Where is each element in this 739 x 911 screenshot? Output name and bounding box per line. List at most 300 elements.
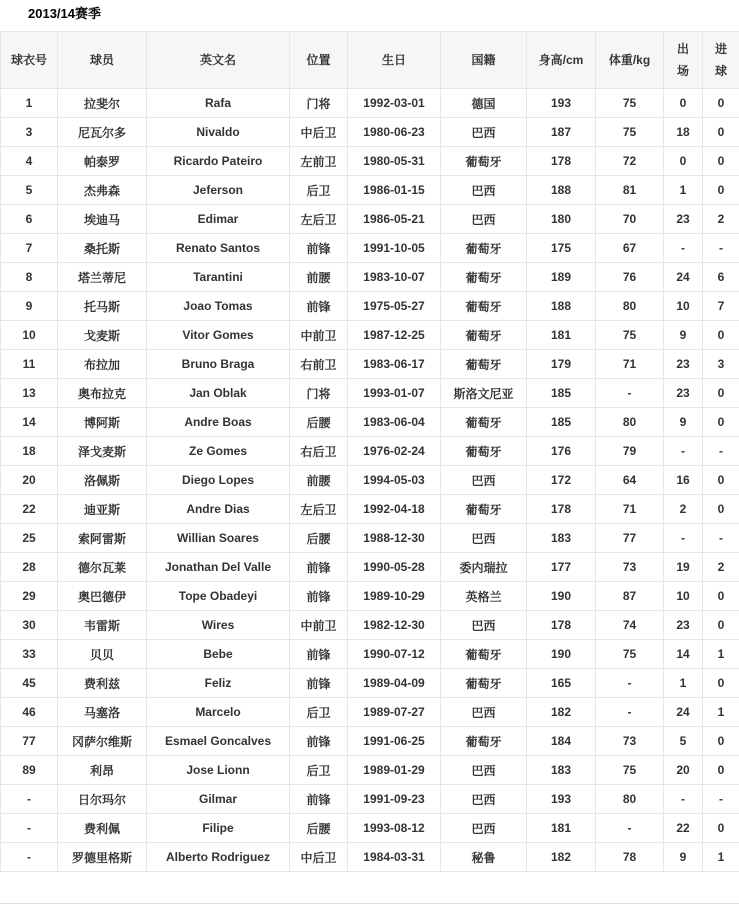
cell: 188 <box>527 176 596 205</box>
cell: 布拉加 <box>58 350 147 379</box>
cell: 索阿雷斯 <box>58 524 147 553</box>
cell: 46 <box>1 698 58 727</box>
cell: 前腰 <box>290 466 348 495</box>
cell: 拉斐尔 <box>58 89 147 118</box>
cell: 190 <box>527 582 596 611</box>
cell: 0 <box>703 756 739 785</box>
cell: 73 <box>596 553 664 582</box>
cell: 22 <box>1 495 58 524</box>
cell: 178 <box>527 495 596 524</box>
cell: - <box>664 437 703 466</box>
cell: 左后卫 <box>290 205 348 234</box>
cell: 182 <box>527 698 596 727</box>
cell: 0 <box>703 669 739 698</box>
cell: 奥巴德伊 <box>58 582 147 611</box>
cell: 巴西 <box>441 814 527 843</box>
cell: 0 <box>703 582 739 611</box>
cell: 委内瑞拉 <box>441 553 527 582</box>
column-header: 身高/cm <box>527 32 596 89</box>
cell: 葡萄牙 <box>441 350 527 379</box>
cell: 费利兹 <box>58 669 147 698</box>
bottom-divider <box>0 903 739 904</box>
cell: 1992-03-01 <box>348 89 441 118</box>
cell: 1983-06-04 <box>348 408 441 437</box>
cell: 1982-12-30 <box>348 611 441 640</box>
cell: 1989-01-29 <box>348 756 441 785</box>
cell: Vitor Gomes <box>147 321 290 350</box>
cell: 罗德里格斯 <box>58 843 147 872</box>
cell: 1 <box>703 640 739 669</box>
cell: 10 <box>1 321 58 350</box>
cell: 埃迪马 <box>58 205 147 234</box>
cell: 葡萄牙 <box>441 263 527 292</box>
cell: 1 <box>703 843 739 872</box>
cell: - <box>703 524 739 553</box>
cell: 中前卫 <box>290 611 348 640</box>
page-title: 2013/14赛季 <box>28 6 101 21</box>
cell: 9 <box>1 292 58 321</box>
cell: 189 <box>527 263 596 292</box>
cell: 前锋 <box>290 669 348 698</box>
cell: 175 <box>527 234 596 263</box>
cell: 67 <box>596 234 664 263</box>
cell: 81 <box>596 176 664 205</box>
cell: 1993-01-07 <box>348 379 441 408</box>
cell: 5 <box>1 176 58 205</box>
cell: 0 <box>703 176 739 205</box>
cell: Tope Obadeyi <box>147 582 290 611</box>
cell: 190 <box>527 640 596 669</box>
cell: 后卫 <box>290 176 348 205</box>
cell: 1983-10-07 <box>348 263 441 292</box>
cell: 1975-05-27 <box>348 292 441 321</box>
cell: - <box>1 785 58 814</box>
cell: 1980-06-23 <box>348 118 441 147</box>
table-row <box>1 669 739 698</box>
column-header: 英文名 <box>147 32 290 89</box>
cell: 184 <box>527 727 596 756</box>
cell: 韦雷斯 <box>58 611 147 640</box>
cell: 右前卫 <box>290 350 348 379</box>
cell: 1 <box>703 698 739 727</box>
cell: 门将 <box>290 379 348 408</box>
cell: 8 <box>1 263 58 292</box>
cell: 2 <box>703 205 739 234</box>
cell: 7 <box>703 292 739 321</box>
cell: 1986-05-21 <box>348 205 441 234</box>
cell: 0 <box>703 118 739 147</box>
cell: Marcelo <box>147 698 290 727</box>
cell: 洛佩斯 <box>58 466 147 495</box>
table-row <box>1 379 739 408</box>
cell: 中后卫 <box>290 843 348 872</box>
table-row <box>1 524 739 553</box>
cell: 6 <box>1 205 58 234</box>
squad-table <box>0 31 739 872</box>
cell: 1990-05-28 <box>348 553 441 582</box>
cell: 3 <box>1 118 58 147</box>
cell: 178 <box>527 147 596 176</box>
cell: 迪亚斯 <box>58 495 147 524</box>
cell: 塔兰蒂尼 <box>58 263 147 292</box>
cell: 1984-03-31 <box>348 843 441 872</box>
cell: 78 <box>596 843 664 872</box>
table-row <box>1 611 739 640</box>
table-row <box>1 205 739 234</box>
cell: 1980-05-31 <box>348 147 441 176</box>
cell: 1991-06-25 <box>348 727 441 756</box>
cell: Esmael Goncalves <box>147 727 290 756</box>
table-row <box>1 582 739 611</box>
table-row <box>1 437 739 466</box>
table-row <box>1 292 739 321</box>
cell: 葡萄牙 <box>441 495 527 524</box>
cell: 巴西 <box>441 205 527 234</box>
cell: 秘鲁 <box>441 843 527 872</box>
cell: Jonathan Del Valle <box>147 553 290 582</box>
cell: 巴西 <box>441 466 527 495</box>
cell: 奥布拉克 <box>58 379 147 408</box>
cell: 前锋 <box>290 582 348 611</box>
cell: 25 <box>1 524 58 553</box>
cell: 2 <box>664 495 703 524</box>
cell: 0 <box>703 814 739 843</box>
table-row <box>1 321 739 350</box>
cell: 后腰 <box>290 524 348 553</box>
cell: 帕泰罗 <box>58 147 147 176</box>
cell: 0 <box>664 89 703 118</box>
cell: 日尔玛尔 <box>58 785 147 814</box>
cell: 葡萄牙 <box>441 640 527 669</box>
cell: 193 <box>527 785 596 814</box>
table-row <box>1 843 739 872</box>
cell: 2 <box>703 553 739 582</box>
cell: 戈麦斯 <box>58 321 147 350</box>
cell: 33 <box>1 640 58 669</box>
cell: 葡萄牙 <box>441 321 527 350</box>
cell: 1991-10-05 <box>348 234 441 263</box>
table-body <box>1 89 739 872</box>
cell: 23 <box>664 379 703 408</box>
table-row <box>1 176 739 205</box>
cell: 葡萄牙 <box>441 408 527 437</box>
cell: 1 <box>1 89 58 118</box>
cell: 0 <box>703 495 739 524</box>
cell: 75 <box>596 756 664 785</box>
cell: 23 <box>664 611 703 640</box>
cell: 180 <box>527 205 596 234</box>
cell: 0 <box>703 89 739 118</box>
column-header: 生日 <box>348 32 441 89</box>
cell: 9 <box>664 843 703 872</box>
cell: 6 <box>703 263 739 292</box>
cell: 后腰 <box>290 408 348 437</box>
cell: - <box>664 524 703 553</box>
cell: - <box>1 843 58 872</box>
cell: 185 <box>527 379 596 408</box>
cell: 187 <box>527 118 596 147</box>
cell: 75 <box>596 640 664 669</box>
cell: 188 <box>527 292 596 321</box>
cell: 165 <box>527 669 596 698</box>
cell: 德国 <box>441 89 527 118</box>
cell: Rafa <box>147 89 290 118</box>
cell: 1993-08-12 <box>348 814 441 843</box>
table-row <box>1 118 739 147</box>
cell: 后腰 <box>290 814 348 843</box>
cell: 后卫 <box>290 698 348 727</box>
cell: 22 <box>664 814 703 843</box>
cell: Andre Boas <box>147 408 290 437</box>
cell: 5 <box>664 727 703 756</box>
cell: 1 <box>664 176 703 205</box>
cell: 24 <box>664 698 703 727</box>
table-row <box>1 698 739 727</box>
cell: 181 <box>527 814 596 843</box>
cell: 28 <box>1 553 58 582</box>
table-row <box>1 89 739 118</box>
cell: Willian Soares <box>147 524 290 553</box>
cell: 23 <box>664 205 703 234</box>
cell: 72 <box>596 147 664 176</box>
cell: 89 <box>1 756 58 785</box>
cell: 1990-07-12 <box>348 640 441 669</box>
table-row <box>1 640 739 669</box>
table-row <box>1 785 739 814</box>
cell: 1989-10-29 <box>348 582 441 611</box>
cell: Edimar <box>147 205 290 234</box>
cell: 9 <box>664 408 703 437</box>
cell: 80 <box>596 785 664 814</box>
cell: 18 <box>664 118 703 147</box>
cell: 64 <box>596 466 664 495</box>
cell: 183 <box>527 756 596 785</box>
cell: Renato Santos <box>147 234 290 263</box>
cell: - <box>596 698 664 727</box>
column-header: 国籍 <box>441 32 527 89</box>
table-row <box>1 495 739 524</box>
cell: 1983-06-17 <box>348 350 441 379</box>
cell: 70 <box>596 205 664 234</box>
cell: 73 <box>596 727 664 756</box>
cell: - <box>703 437 739 466</box>
cell: 巴西 <box>441 756 527 785</box>
cell: - <box>1 814 58 843</box>
column-header: 体重/kg <box>596 32 664 89</box>
table-row <box>1 263 739 292</box>
cell: - <box>596 669 664 698</box>
column-header: 球衣号 <box>1 32 58 89</box>
cell: 葡萄牙 <box>441 147 527 176</box>
cell: 0 <box>703 321 739 350</box>
cell: 14 <box>1 408 58 437</box>
cell: 利昂 <box>58 756 147 785</box>
table-row <box>1 466 739 495</box>
cell: 德尔瓦莱 <box>58 553 147 582</box>
cell: 0 <box>703 611 739 640</box>
cell: 10 <box>664 582 703 611</box>
cell: 75 <box>596 118 664 147</box>
cell: 80 <box>596 292 664 321</box>
cell: 0 <box>703 466 739 495</box>
cell: 马塞洛 <box>58 698 147 727</box>
cell: 门将 <box>290 89 348 118</box>
cell: Bruno Braga <box>147 350 290 379</box>
column-header: 进球 <box>703 32 739 89</box>
cell: 前锋 <box>290 785 348 814</box>
cell: 0 <box>703 147 739 176</box>
table-row <box>1 553 739 582</box>
cell: Jeferson <box>147 176 290 205</box>
cell: 177 <box>527 553 596 582</box>
table-row <box>1 408 739 437</box>
cell: 7 <box>1 234 58 263</box>
table-row <box>1 814 739 843</box>
cell: 中前卫 <box>290 321 348 350</box>
cell: 博阿斯 <box>58 408 147 437</box>
cell: 13 <box>1 379 58 408</box>
cell: 前腰 <box>290 263 348 292</box>
cell: 托马斯 <box>58 292 147 321</box>
cell: 前锋 <box>290 640 348 669</box>
cell: 14 <box>664 640 703 669</box>
cell: 71 <box>596 350 664 379</box>
cell: 29 <box>1 582 58 611</box>
cell: 葡萄牙 <box>441 234 527 263</box>
cell: 巴西 <box>441 118 527 147</box>
cell: 76 <box>596 263 664 292</box>
cell: 尼瓦尔多 <box>58 118 147 147</box>
cell: 巴西 <box>441 611 527 640</box>
cell: 18 <box>1 437 58 466</box>
cell: 泽戈麦斯 <box>58 437 147 466</box>
cell: 182 <box>527 843 596 872</box>
cell: Feliz <box>147 669 290 698</box>
cell: 巴西 <box>441 176 527 205</box>
cell: 71 <box>596 495 664 524</box>
cell: - <box>703 234 739 263</box>
cell: 1994-05-03 <box>348 466 441 495</box>
cell: Ricardo Pateiro <box>147 147 290 176</box>
cell: 4 <box>1 147 58 176</box>
cell: 葡萄牙 <box>441 437 527 466</box>
cell: 左后卫 <box>290 495 348 524</box>
cell: 176 <box>527 437 596 466</box>
cell: 24 <box>664 263 703 292</box>
cell: 1987-12-25 <box>348 321 441 350</box>
header-row <box>1 32 739 89</box>
cell: 181 <box>527 321 596 350</box>
cell: 中后卫 <box>290 118 348 147</box>
cell: 左前卫 <box>290 147 348 176</box>
table-row <box>1 147 739 176</box>
cell: 179 <box>527 350 596 379</box>
cell: 葡萄牙 <box>441 727 527 756</box>
table-row <box>1 727 739 756</box>
cell: 后卫 <box>290 756 348 785</box>
cell: 75 <box>596 321 664 350</box>
cell: - <box>703 785 739 814</box>
cell: 1989-04-09 <box>348 669 441 698</box>
cell: 45 <box>1 669 58 698</box>
cell: 185 <box>527 408 596 437</box>
cell: Gilmar <box>147 785 290 814</box>
cell: Jose Lionn <box>147 756 290 785</box>
cell: Joao Tomas <box>147 292 290 321</box>
cell: 16 <box>664 466 703 495</box>
cell: Diego Lopes <box>147 466 290 495</box>
table-row <box>1 234 739 263</box>
cell: 斯洛文尼亚 <box>441 379 527 408</box>
cell: Wires <box>147 611 290 640</box>
cell: 0 <box>703 379 739 408</box>
cell: 80 <box>596 408 664 437</box>
cell: 74 <box>596 611 664 640</box>
cell: Andre Dias <box>147 495 290 524</box>
cell: 巴西 <box>441 524 527 553</box>
cell: - <box>664 234 703 263</box>
cell: Alberto Rodriguez <box>147 843 290 872</box>
cell: Tarantini <box>147 263 290 292</box>
cell: 前锋 <box>290 234 348 263</box>
cell: 0 <box>703 727 739 756</box>
cell: Filipe <box>147 814 290 843</box>
cell: 费利佩 <box>58 814 147 843</box>
cell: 前锋 <box>290 727 348 756</box>
cell: 1 <box>664 669 703 698</box>
cell: 葡萄牙 <box>441 292 527 321</box>
column-header: 球员 <box>58 32 147 89</box>
cell: 1992-04-18 <box>348 495 441 524</box>
cell: 1976-02-24 <box>348 437 441 466</box>
cell: 87 <box>596 582 664 611</box>
cell: Bebe <box>147 640 290 669</box>
cell: 20 <box>664 756 703 785</box>
cell: 30 <box>1 611 58 640</box>
cell: 20 <box>1 466 58 495</box>
cell: - <box>596 814 664 843</box>
cell: 183 <box>527 524 596 553</box>
cell: 桑托斯 <box>58 234 147 263</box>
column-header: 位置 <box>290 32 348 89</box>
cell: 3 <box>703 350 739 379</box>
cell: 右后卫 <box>290 437 348 466</box>
cell: 178 <box>527 611 596 640</box>
cell: 1986-01-15 <box>348 176 441 205</box>
column-header: 出场 <box>664 32 703 89</box>
cell: 9 <box>664 321 703 350</box>
cell: 1988-12-30 <box>348 524 441 553</box>
cell: - <box>596 379 664 408</box>
cell: 172 <box>527 466 596 495</box>
cell: 前锋 <box>290 292 348 321</box>
cell: 79 <box>596 437 664 466</box>
cell: Jan Oblak <box>147 379 290 408</box>
cell: 19 <box>664 553 703 582</box>
cell: 葡萄牙 <box>441 669 527 698</box>
table-row <box>1 350 739 379</box>
cell: 0 <box>703 408 739 437</box>
cell: 75 <box>596 89 664 118</box>
cell: Nivaldo <box>147 118 290 147</box>
cell: - <box>664 785 703 814</box>
cell: 10 <box>664 292 703 321</box>
cell: 前锋 <box>290 553 348 582</box>
cell: 冈萨尔维斯 <box>58 727 147 756</box>
cell: 0 <box>664 147 703 176</box>
cell: 贝贝 <box>58 640 147 669</box>
cell: 杰弗森 <box>58 176 147 205</box>
